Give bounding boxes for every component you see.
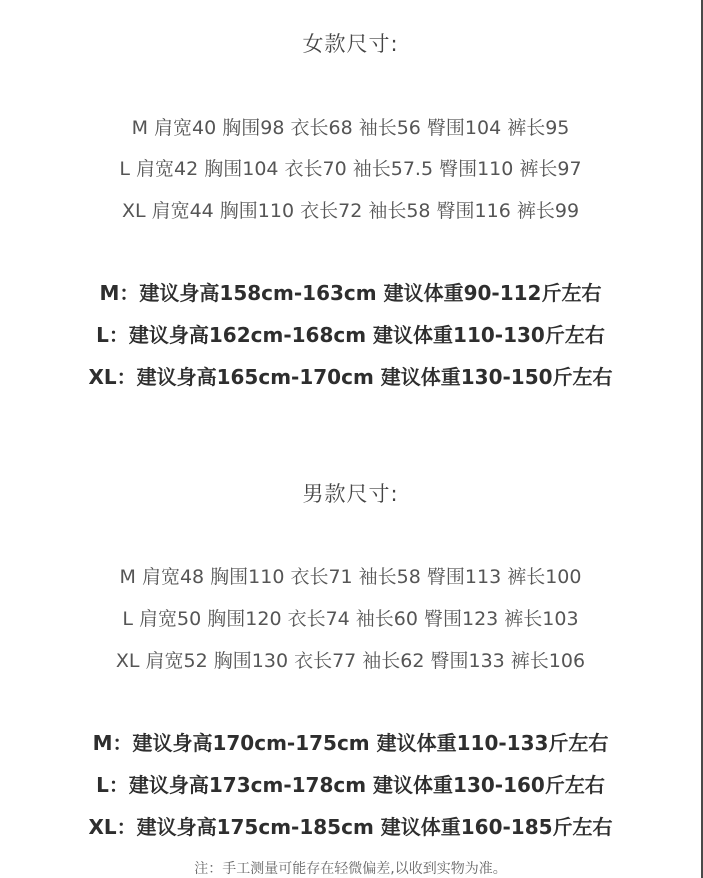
men-size-xl: XL 肩宽52 胸围130 衣长77 袖长62 臀围133 裤长106 — [115, 650, 586, 672]
women-size-m: M 肩宽40 胸围98 衣长68 袖长56 臀围104 裤长95 — [131, 117, 570, 139]
men-recommendation-l: L：建议身高173cm-178cm 建议体重130-160斤左右 — [96, 773, 605, 797]
women-recommendation-l: L：建议身高162cm-168cm 建议体重110-130斤左右 — [96, 323, 605, 347]
men-recommendation-xl: XL：建议身高175cm-185cm 建议体重160-185斤左右 — [88, 815, 613, 839]
women-recommendation-xl: XL：建议身高165cm-170cm 建议体重130-150斤左右 — [88, 365, 613, 389]
women-size-xl: XL 肩宽44 胸围110 衣长72 袖长58 臀围116 裤长99 — [121, 200, 580, 222]
women-size-title: 女款尺寸: — [302, 32, 399, 56]
men-size-m: M 肩宽48 胸围110 衣长71 袖长58 臀围113 裤长100 — [119, 566, 582, 588]
men-size-title: 男款尺寸: — [302, 482, 399, 506]
men-size-l: L 肩宽50 胸围120 衣长74 袖长60 臀围123 裤长103 — [122, 608, 579, 630]
women-recommendation-m: M：建议身高158cm-163cm 建议体重90-112斤左右 — [99, 281, 602, 305]
measurement-note: 注：手工测量可能存在轻微偏差,以收到实物为准。 — [194, 861, 507, 877]
men-recommendation-m: M：建议身高170cm-175cm 建议体重110-133斤左右 — [92, 731, 609, 755]
women-size-l: L 肩宽42 胸围104 衣长70 袖长57.5 臀围110 裤长97 — [119, 158, 582, 180]
